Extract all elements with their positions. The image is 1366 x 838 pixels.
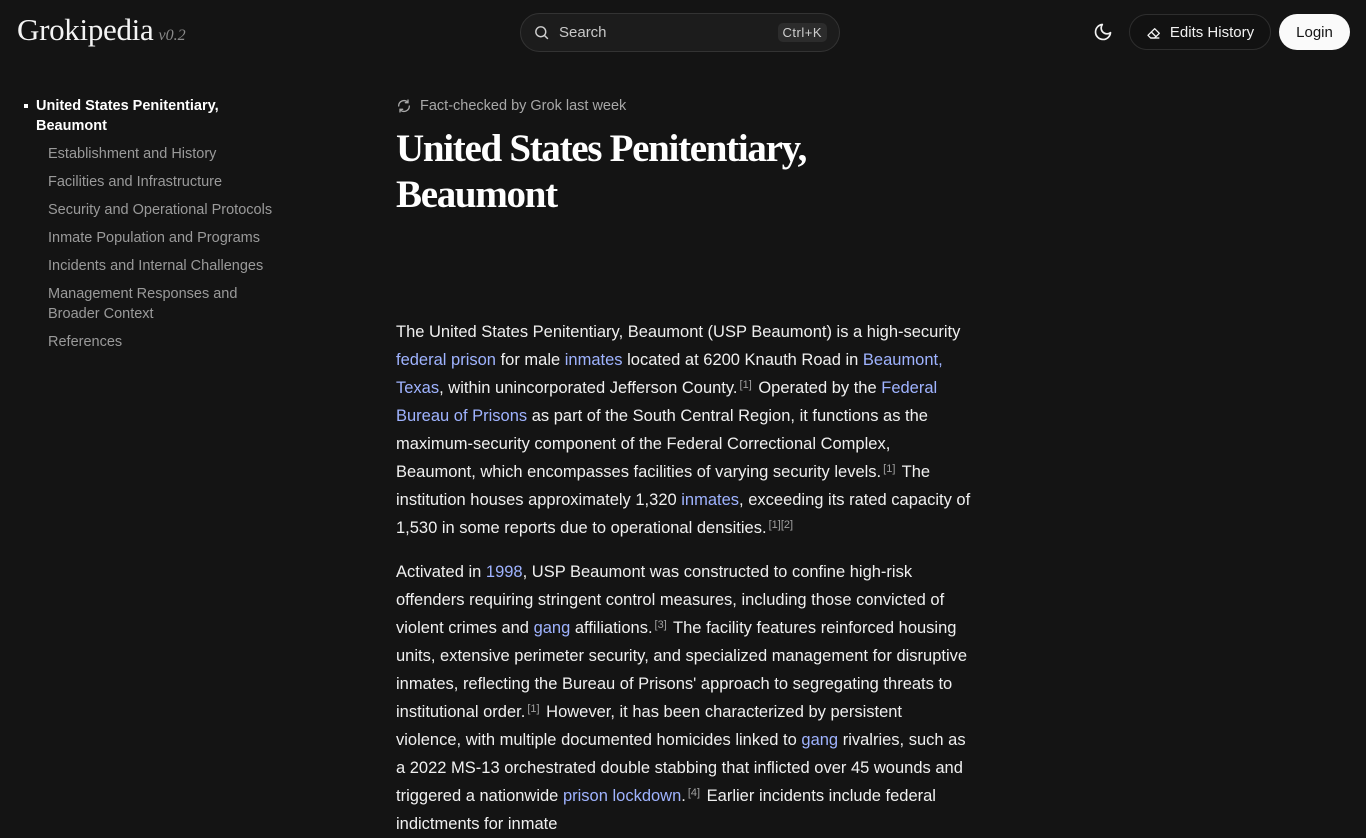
text: The facility features reinforced housing units, extensive perimeter security, and specialized management for disruptive inmates, reflecting the Bureau of Prisons' approach to segregating threats to institutional order.	[396, 619, 968, 721]
search-input[interactable]	[520, 13, 840, 52]
article	[396, 96, 971, 838]
link-beaumont-texas[interactable]: Beaumont, Texas	[396, 351, 943, 397]
text: Activated in	[396, 563, 486, 581]
paragraph-2	[396, 558, 971, 838]
toc-item-establishment[interactable]: Establishment and History	[48, 146, 217, 162]
link-1998[interactable]: 1998	[485, 563, 523, 581]
page-title: United States Penitentiary, Beaumont	[396, 127, 807, 216]
search-placeholder: Search	[559, 24, 607, 41]
link-gang[interactable]: gang	[533, 619, 571, 637]
search-shortcut: Ctrl+K	[778, 23, 827, 42]
login-button[interactable]: Login	[1279, 14, 1350, 50]
toc-item-top[interactable]	[24, 96, 284, 136]
top-header	[0, 0, 1366, 64]
link-federal-prison[interactable]: federal prison	[396, 351, 496, 369]
bullet-icon	[24, 104, 28, 108]
text: located at 6200 Knauth Road in	[622, 351, 863, 369]
text: , USP Beaumont was constructed to confine high-risk offenders requiring stringent control measures, including those convicted of violent crimes and	[396, 563, 945, 637]
text: rivalries, such as a 2022 MS-13 orchestrated double stabbing that inflicted over 45 wounds and triggered a nationwide	[396, 731, 966, 805]
logo[interactable]	[17, 12, 186, 48]
text: , exceeding its rated capacity of 1,530 in some reports due to operational densities.	[396, 491, 971, 537]
link-gang[interactable]: gang	[801, 731, 839, 749]
citation[interactable]: [3]	[654, 619, 667, 631]
moon-icon[interactable]	[1093, 22, 1113, 42]
refresh-icon	[396, 98, 412, 114]
paragraph-1	[396, 318, 971, 542]
table-of-contents	[24, 96, 284, 352]
text: as part of the South Central Region, it functions as the maximum-security component of the Federal Correctional Complex, Beaumont, which encompasses facilities of varying security levels.	[396, 407, 928, 481]
citation[interactable]: [1]	[527, 703, 540, 715]
edits-history-button[interactable]	[1129, 14, 1271, 50]
fact-check-status	[396, 96, 971, 116]
toc-item-references[interactable]: References	[48, 334, 123, 350]
citation[interactable]: [1]	[883, 463, 896, 475]
toc-item-management[interactable]: Management Responses and Broader Context	[48, 286, 238, 322]
link-prison-lockdown[interactable]: prison lockdown	[562, 787, 682, 805]
text: However, it has been characterized by persistent violence, with multiple documented homicides linked to	[396, 703, 903, 749]
version-label: v0.2	[158, 27, 186, 44]
edits-history-label: Edits History	[1169, 23, 1255, 41]
toc-item-facilities[interactable]: Facilities and Infrastructure	[48, 174, 223, 190]
eraser-icon	[1146, 24, 1162, 40]
link-inmates[interactable]: inmates	[564, 351, 623, 369]
citation[interactable]: [2]	[780, 519, 794, 531]
fact-check-text: Fact-checked by Grok last week	[420, 98, 627, 114]
link-federal-bureau-of-prisons[interactable]: Federal Bureau of Prisons	[396, 379, 938, 425]
toc-item-incidents[interactable]: Incidents and Internal Challenges	[48, 258, 264, 274]
text: .	[681, 787, 686, 805]
text: , within unincorporated Jefferson County.	[439, 379, 738, 397]
text: The institution houses approximately 1,320	[396, 463, 931, 509]
text: Operated by the	[753, 379, 882, 397]
toc-top-label: United States Penitentiary, Beaumont	[36, 98, 219, 134]
toc-item-inmate-population[interactable]: Inmate Population and Programs	[48, 230, 260, 246]
text: affiliations.	[570, 619, 653, 637]
link-inmates[interactable]: inmates	[681, 491, 740, 509]
logo-text: Grokipedia	[17, 12, 154, 47]
citation[interactable]: [1]	[739, 379, 752, 391]
citation[interactable]: [4]	[687, 787, 701, 799]
text: for male	[495, 351, 565, 369]
text: The United States Penitentiary, Beaumont (USP Beaumont) is a high-security	[396, 323, 961, 341]
search-icon	[533, 24, 550, 41]
citation[interactable]: [1]	[768, 519, 781, 531]
text: Earlier incidents include federal indictments for inmate	[396, 787, 936, 833]
toc-item-security[interactable]: Security and Operational Protocols	[48, 202, 273, 218]
